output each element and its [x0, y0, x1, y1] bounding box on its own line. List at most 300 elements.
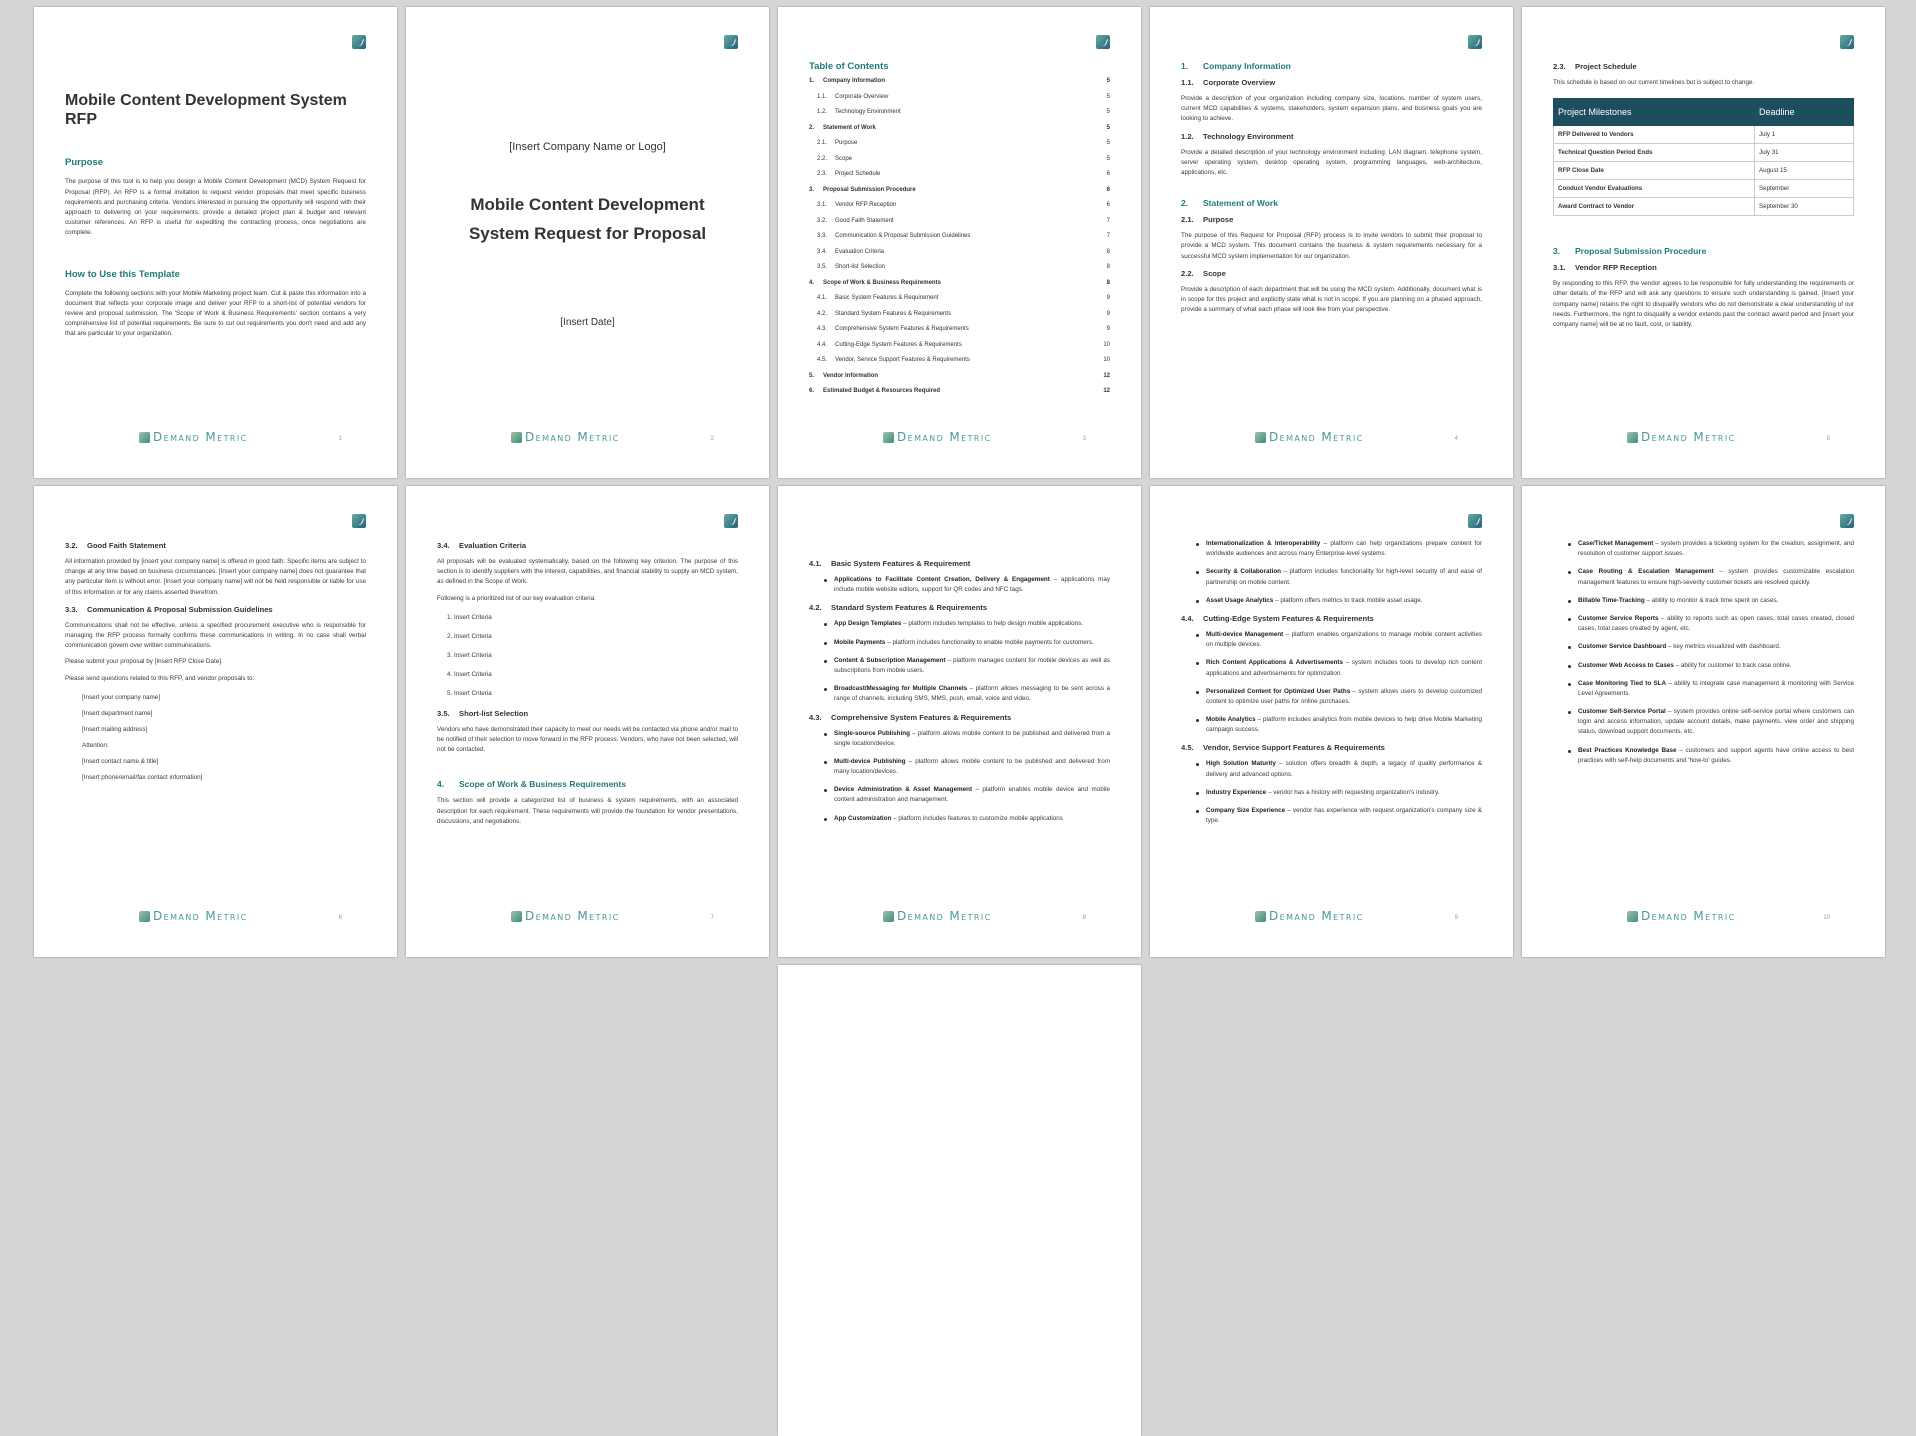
criteria-item: 1. Insert Criteria — [447, 613, 492, 621]
body-text: Please send questions related to this RFP, and vendor proposals to: — [65, 674, 255, 682]
subsection-heading: 2.3. Project Schedule — [1553, 62, 1637, 71]
list-item — [1195, 759, 1482, 779]
toc-entry-number: 6. — [809, 388, 815, 394]
toc-entry-title — [809, 291, 938, 307]
toc-entry-label: Short-list Selection — [835, 264, 886, 270]
cover-title: Mobile Content Development System Request for Proposal — [468, 195, 707, 243]
toc-heading: Table of Contents — [809, 61, 889, 72]
list-item-text: – system provides a ticketing system for the creation, assignment, and resolution of customer support issues. — [1578, 540, 1854, 558]
toc-entry-title — [809, 74, 885, 90]
criteria-item: 5. Insert Criteria — [447, 689, 492, 697]
toc-entry-label: Standard System Features & Requirements — [835, 310, 952, 317]
list-item — [1567, 679, 1854, 699]
logo-text: Demand Metric — [1269, 909, 1364, 923]
list-item — [1567, 661, 1854, 671]
list-item-term: Content & Subscription Management — [834, 656, 946, 664]
toc-entry-number: 2.3. — [817, 171, 828, 177]
logo-text: Demand Metric — [1269, 430, 1364, 444]
toc-entry-number: 2.1. — [817, 140, 828, 146]
toc-entry-page: 10 — [1103, 357, 1110, 363]
list-item-term: Customer Service Dashboard — [1578, 643, 1667, 651]
toc-entry-page: 9 — [1106, 295, 1110, 301]
list-item-text: – ability for customer to track case online. — [1673, 661, 1792, 669]
list-item — [823, 729, 1110, 749]
toc-entry-label: Vendor Information — [823, 372, 879, 379]
page-footer — [1150, 909, 1513, 923]
list-item — [1567, 746, 1854, 766]
subsection-heading: 4.4. Cutting-Edge System Features & Requirements — [1181, 613, 1374, 623]
logo-mark-icon — [1255, 432, 1266, 443]
page-11[interactable] — [778, 965, 1141, 1436]
page-number: 6 — [338, 915, 342, 921]
list-item-text: – vendor has a history with requesting organization's industry. — [1266, 788, 1440, 796]
toc-entry-page: 7 — [1106, 233, 1110, 239]
logo-mark-icon — [1255, 911, 1266, 922]
demand-metric-logo — [883, 909, 992, 923]
address-line: [Insert mailing address] — [82, 725, 148, 733]
toc-entry-number: 2.2. — [817, 155, 828, 162]
page-6[interactable] — [34, 486, 397, 957]
logo-text: Demand Metric — [153, 909, 248, 923]
deadline-cell: September — [1755, 180, 1854, 198]
logo-text: Demand Metric — [1641, 430, 1736, 444]
criteria-item: 4. Insert Criteria — [447, 670, 492, 678]
list-item-term: Broadcast/Messaging for Multiple Channels — [834, 685, 968, 693]
page-number: 2 — [710, 436, 714, 442]
toc-entry-title — [809, 90, 888, 106]
list-item — [1195, 687, 1482, 707]
address-line: [Insert department name] — [82, 709, 153, 717]
toc-entry[interactable] — [809, 229, 1110, 245]
toc-entry-page: 8 — [1106, 264, 1110, 270]
milestone-cell: RFP Delivered to Vendors — [1554, 126, 1755, 144]
address-line: [Insert your company name] — [82, 693, 161, 701]
toc-entry-title — [809, 105, 901, 121]
list-item — [1195, 658, 1482, 678]
corner-logo-icon — [352, 514, 366, 528]
list-item-term: Multi-device Management — [1206, 630, 1284, 638]
list-item-term: Mobile Payments — [834, 638, 886, 646]
list-item — [1195, 596, 1482, 606]
body-text: All proposals will be evaluated systematically, based on the following key criterion. The purpose of this section is to identify suppliers with the interest, capabilities, and financial stability to supply an MCD system, as defined in the Scope of Work. — [437, 558, 738, 586]
list-item-text: – platform allows mobile content to be published and delivered from many location/devices. — [834, 757, 1110, 776]
list-item-text: – platform enables mobile device and mobile content administration and management. — [834, 786, 1111, 804]
toc-entry-number: 1.1. — [817, 93, 828, 100]
list-item-text: – key metrics visualized with dashboard. — [1666, 643, 1781, 651]
toc-entry[interactable] — [809, 322, 1110, 338]
toc-entry-number: 3.5. — [817, 264, 828, 270]
subsection-heading: 3.5. Short-list Selection — [437, 708, 529, 718]
body-text: Provide a description of each department that will be using the MCD system. Additionally, document what is in scope for this project and explicitly state what is not in scope. If you are planning on a phased approach, provide a summary of what each phase will look like from your perspective. — [1181, 285, 1482, 314]
list-item — [1195, 806, 1482, 826]
toc-entry-number: 3. — [809, 186, 815, 193]
list-item — [1567, 707, 1854, 738]
toc-entry-number: 3.3. — [817, 233, 828, 239]
list-item — [823, 638, 1110, 648]
list-item-term: Rich Content Applications & Advertisements — [1206, 659, 1344, 667]
logo-text: Demand Metric — [897, 909, 992, 923]
section-heading: 1. Company Information — [1181, 61, 1291, 71]
toc-entry-label: Evaluation Criteria — [835, 248, 885, 255]
page-5[interactable] — [1522, 7, 1885, 478]
toc-entry[interactable] — [809, 136, 1110, 152]
list-item — [1567, 642, 1854, 652]
logo-mark-icon — [511, 432, 522, 443]
page-footer — [1150, 430, 1513, 444]
list-item-text: – system includes tools to develop rich content applications and advertisements for optimization. — [1206, 659, 1482, 677]
list-item-text: – platform includes features to customize mobile applications — [891, 814, 1063, 822]
toc-entry-title — [809, 183, 916, 199]
bullet-list — [1181, 759, 1482, 826]
toc-entry-label: Scope — [835, 155, 853, 162]
section-heading: 4. Scope of Work & Business Requirements — [437, 779, 627, 790]
page-footer — [778, 430, 1141, 444]
list-item-text: – platform includes analytics from mobile devices to help drive Mobile Marketing campaign success. — [1206, 716, 1482, 734]
toc-entry[interactable] — [809, 214, 1110, 230]
toc-entry-title — [809, 167, 880, 183]
toc-entry-number: 2. — [809, 124, 815, 131]
subsection-heading: 4.3. Comprehensive System Features & Requirements — [809, 712, 1012, 722]
list-item-text: – platform offers metrics to track mobile asset usage. — [1273, 596, 1423, 604]
corner-logo-icon — [352, 35, 366, 49]
toc-entry-label: Purpose — [835, 140, 858, 146]
bullet-list — [809, 575, 1110, 595]
list-item-term: Mobile Analytics — [1206, 716, 1256, 724]
page-number: 7 — [710, 915, 714, 921]
toc-entry-number: 3.2. — [817, 217, 828, 224]
subsection-heading: 3.4. Evaluation Criteria — [437, 541, 527, 550]
page-number: 1 — [338, 436, 342, 442]
toc-entry-label: Proposal Submission Procedure — [823, 186, 916, 193]
demand-metric-logo — [1627, 909, 1736, 923]
list-item-term: Device Administration & Asset Management — [834, 786, 973, 794]
bullet-list — [809, 619, 1110, 704]
table-row — [1554, 144, 1854, 162]
toc-entry-label: Basic System Features & Requirement — [835, 295, 939, 301]
toc-entry-label: Statement of Work — [823, 124, 876, 131]
purpose-text: The purpose of this tool is to help you design a Mobile Content Development (MCD) System Request for Proposal (RFP). An RFP is a formal invitation to request vendor proposals that meet specific business requirements and purchasing criteria. Vendors interested in pursuing the opportunity will respond with their approach to delivering on your requirements, provide a detailed project plan & budget and relevant customer references. An RFP is useful for expediting the contracting process, once negotiations are complete. — [65, 178, 366, 237]
list-item-text: – system provides customizable escalation management features to ensure high-severity customer tickets are resolved quickly. — [1578, 568, 1854, 586]
corner-logo-icon — [724, 514, 738, 528]
logo-text: Demand Metric — [525, 909, 620, 923]
toc-entry-title — [809, 307, 951, 323]
toc-entry-number: 4.2. — [817, 310, 828, 317]
list-item-term: Case Routing & Escalation Management — [1578, 568, 1714, 576]
toc-entry[interactable] — [809, 74, 1110, 90]
company-placeholder: [Insert Company Name or Logo] — [509, 141, 666, 153]
toc-entry-number: 1.2. — [817, 109, 828, 115]
subsection-heading: 3.3. Communication & Proposal Submission Guidelines — [65, 604, 273, 614]
subsection-heading: 1.1. Corporate Overview — [1181, 78, 1276, 87]
list-item-term: Company Size Experience — [1206, 807, 1286, 814]
list-item-term: Personalized Content for Optimized User Paths — [1206, 687, 1351, 695]
page-8[interactable] — [778, 486, 1141, 957]
toc-entry[interactable] — [809, 291, 1110, 307]
toc-entry-page: 5 — [1106, 109, 1110, 115]
toc-entry-label: Scope of Work & Business Requirements — [823, 279, 941, 286]
list-item-text: – ability to reports such as open cases, total cases created, closed cases, total cases created by agent, etc. — [1578, 614, 1854, 633]
list-item-term: Security & Collaboration — [1206, 568, 1282, 576]
toc-entry-label: Good Faith Statement — [835, 217, 894, 224]
page-1[interactable] — [34, 7, 397, 478]
toc-entry[interactable] — [809, 369, 1110, 385]
toc-entry[interactable] — [809, 260, 1110, 276]
list-item-text: – platform can help organizations prepare content for worldwide audiences and across many Enterprise-level systems. — [1206, 540, 1482, 558]
page-number: 8 — [1082, 915, 1086, 921]
body-text: Following is a prioritized list of our key evaluation criteria: — [437, 594, 596, 602]
section-heading: 2. Statement of Work — [1181, 198, 1278, 209]
milestones-table — [1553, 98, 1854, 216]
list-item — [1567, 539, 1854, 559]
subsection-heading: 4.2. Standard System Features & Requirements — [809, 603, 988, 613]
subsection-heading: 2.1. Purpose — [1181, 215, 1234, 225]
toc-entry-number: 3.4. — [817, 248, 828, 255]
list-item — [1195, 630, 1482, 650]
criteria-list — [437, 614, 738, 697]
deadline-column-header: Deadline — [1755, 99, 1854, 126]
table-of-contents — [809, 74, 1110, 400]
toc-entry-page: 5 — [1106, 78, 1110, 84]
toc-entry[interactable] — [809, 353, 1110, 369]
table-row — [1554, 180, 1854, 198]
subsection-heading: 4.5. Vendor, Service Support Features & Requirements — [1181, 743, 1385, 753]
list-item-term: Customer Web Access to Cases — [1578, 661, 1674, 669]
toc-entry[interactable] — [809, 90, 1110, 106]
toc-entry-label: Company Information — [823, 78, 886, 84]
toc-entry-number: 4.4. — [817, 341, 828, 348]
corner-logo-icon — [1468, 35, 1482, 49]
page-number: 3 — [1082, 436, 1086, 442]
logo-mark-icon — [511, 911, 522, 922]
address-line: [Insert phone/email/fax contact information] — [82, 773, 203, 781]
corner-logo-icon — [1840, 514, 1854, 528]
page-footer — [406, 430, 769, 444]
demand-metric-logo — [1627, 430, 1736, 444]
list-item — [823, 575, 1110, 595]
list-item — [823, 684, 1110, 704]
toc-entry-page: 9 — [1106, 326, 1110, 332]
list-item — [823, 619, 1110, 629]
logo-text: Demand Metric — [525, 430, 620, 444]
toc-entry-number: 4. — [809, 279, 815, 286]
page-10[interactable] — [1522, 486, 1885, 957]
list-item-term: High Solution Maturity — [1206, 760, 1276, 768]
toc-entry-page: 5 — [1106, 93, 1110, 100]
list-item-text: – ability to monitor & track time spent on cases. — [1644, 596, 1779, 604]
list-item-term: App Customization — [834, 814, 892, 822]
toc-entry-page: 12 — [1103, 388, 1110, 394]
list-item — [1195, 567, 1482, 587]
toc-entry-page: 5 — [1106, 140, 1110, 146]
list-item-term: Case/Ticket Management — [1578, 540, 1654, 547]
toc-entry-page: 8 — [1106, 279, 1110, 286]
list-item-term: Case Monitoring Tied to SLA — [1578, 679, 1667, 687]
page-2[interactable] — [406, 7, 769, 478]
address-block — [65, 694, 366, 781]
list-item-term: Multi-device Publishing — [834, 757, 906, 765]
list-item-text: – platform includes functionality for high-level security of and ease of partnership on mobile content. — [1206, 568, 1482, 586]
toc-entry-page: 6 — [1106, 202, 1110, 208]
toc-entry-title — [809, 214, 894, 230]
page-footer — [34, 430, 397, 444]
address-line: Attention: — [82, 741, 109, 749]
list-item-text: – vendor has experience with request organization's company size & type. — [1206, 807, 1482, 825]
toc-entry[interactable] — [809, 338, 1110, 354]
list-item-term: App Design Templates — [834, 620, 902, 628]
page-7[interactable] — [406, 486, 769, 957]
list-item-text: – platform enables organizations to manage mobile content activities on multiple devices. — [1206, 630, 1482, 649]
body-text: Provide a description of your organization including company size, locations, number of system users, current MCD capabilities & systems, stakeholders, system expansion plans, and business goals you are looking to achieve. — [1181, 95, 1482, 123]
toc-entry[interactable] — [809, 152, 1110, 168]
toc-entry-page: 10 — [1103, 341, 1110, 348]
list-item — [1195, 788, 1482, 798]
deadline-cell: July 31 — [1755, 144, 1854, 162]
demand-metric-logo — [139, 909, 248, 923]
page-footer — [778, 909, 1141, 923]
howto-text: Complete the following sections with your Mobile Marketing project team. Cut & paste this information into a document that reflects your corporate image and deliver your RFP to a short-list of potential vendors for review and proposal submission. The 'Scope of Work & Business Requirements' section contains a very comprehensive list of potential requirements. Be sure to cut out requirements you don't need and add any that are particular to your organization. — [65, 289, 366, 338]
subsection-heading: 3.2. Good Faith Statement — [65, 541, 166, 550]
toc-entry-number: 4.1. — [817, 295, 828, 301]
page-3[interactable] — [778, 7, 1141, 478]
page-footer — [406, 909, 769, 923]
logo-text: Demand Metric — [897, 430, 992, 444]
date-placeholder: [Insert Date] — [560, 316, 615, 328]
toc-entry-number: 3.1. — [817, 202, 828, 208]
list-item-text: – platform manages content for mobile devices as well as subscriptions from mobile users. — [834, 656, 1110, 674]
milestone-cell: Award Contract to Vendor — [1554, 198, 1755, 216]
milestone-cell: Technical Question Period Ends — [1554, 144, 1755, 162]
logo-text: Demand Metric — [1641, 909, 1736, 923]
toc-entry-title — [809, 198, 896, 214]
toc-entry[interactable] — [809, 167, 1110, 183]
section-heading: 3. Proposal Submission Procedure — [1553, 246, 1707, 257]
toc-entry-number: 1. — [809, 78, 815, 84]
corner-logo-icon — [1468, 514, 1482, 528]
deadline-cell: July 1 — [1755, 126, 1854, 144]
bullet-list — [1181, 630, 1482, 736]
body-text: Provide a detailed description of your technology environment including: LAN diagram, telephone system, server operating system, desktop operating system, programming languages, web-architecture, applications, etc. — [1181, 148, 1482, 176]
toc-entry-label: Vendor RFP Reception — [835, 202, 897, 208]
deadline-cell: August 15 — [1755, 162, 1854, 180]
list-item-term: Asset Usage Analytics — [1206, 596, 1274, 604]
table-row — [1554, 198, 1854, 216]
body-text: Please submit your proposal by [Insert RFP Close Date]. — [65, 658, 223, 666]
howto-heading: How to Use this Template — [65, 268, 180, 280]
demand-metric-logo — [883, 430, 992, 444]
body-text: By responding to this RFP, the vendor agrees to be responsible for fully understanding the requirements or other details of the RFP and will ask any questions to ensure such understanding is gained. [Insert your company name] retains the right to disqualify vendors who do not demonstrate a clear understanding of our needs. Furthermore, the right to disqualify a vendor extends past the contract award period and [insert your company name] will be at no fault, cost, or liability. — [1553, 280, 1854, 328]
toc-entry-title — [809, 369, 878, 385]
toc-entry[interactable] — [809, 183, 1110, 199]
list-item — [823, 814, 1110, 824]
logo-text: Demand Metric — [153, 430, 248, 444]
list-item — [1195, 539, 1482, 559]
criteria-item: 3. Insert Criteria — [447, 651, 492, 659]
list-item-text: – customers and support agents have online access to best practices with self-help documents and 'how-to' guides. — [1578, 746, 1854, 764]
toc-entry-label: Project Schedule — [835, 171, 881, 177]
list-item-text: – platform includes functionality to enable mobile payments for customers. — [885, 638, 1094, 646]
toc-entry-page: 7 — [1106, 217, 1110, 224]
address-line: [Insert contact name & title] — [82, 757, 159, 765]
list-item-text: – system provides online self-service portal where customers can login and access information, update account details, make payments, view order and shipping status, download support documents, etc. — [1578, 708, 1854, 736]
page-number: 9 — [1454, 915, 1458, 921]
toc-entry-label: Corporate Overview — [835, 93, 889, 100]
list-item-text: – platform allows messaging to be sent across a range of channels, including SMS, MMS, push, email, voice and video. — [834, 685, 1110, 703]
toc-entry-title — [809, 152, 852, 168]
toc-entry-number: 4.5. — [817, 357, 828, 363]
page-number: 4 — [1454, 436, 1458, 442]
subsection-heading: 3.1. Vendor RFP Reception — [1553, 263, 1657, 273]
demand-metric-logo — [1255, 909, 1364, 923]
toc-entry-page: 5 — [1106, 124, 1110, 131]
toc-entry-label: Estimated Budget & Resources Required — [823, 388, 941, 394]
page-number: 5 — [1826, 436, 1830, 442]
toc-entry[interactable] — [809, 307, 1110, 323]
toc-entry[interactable] — [809, 198, 1110, 214]
toc-entry-page: 8 — [1106, 248, 1110, 255]
logo-mark-icon — [1627, 432, 1638, 443]
milestone-cell: Conduct Vendor Evaluations — [1554, 180, 1755, 198]
toc-entry[interactable] — [809, 105, 1110, 121]
list-item-term: Customer Self-Service Portal — [1578, 708, 1666, 716]
toc-entry-page: 9 — [1106, 310, 1110, 317]
toc-entry-page: 5 — [1106, 155, 1110, 162]
logo-mark-icon — [139, 432, 150, 443]
body-text: The purpose of this Request for Proposal (RFP) process is to invite vendors to submit their proposal to provide a MCD system. This document contains the business & system requirements necessary for a successful MCD system implementation for our organization. — [1181, 232, 1482, 260]
demand-metric-logo — [511, 430, 620, 444]
list-item — [1567, 567, 1854, 587]
bullet-list — [809, 729, 1110, 824]
subsection-heading: 4.1. Basic System Features & Requirement — [809, 559, 971, 568]
bullet-list — [1181, 539, 1482, 606]
demand-metric-logo — [1255, 430, 1364, 444]
page-9[interactable] — [1150, 486, 1513, 957]
milestone-column-header: Project Milestones — [1554, 99, 1755, 126]
corner-logo-icon — [1840, 35, 1854, 49]
subsection-heading: 1.2. Technology Environment — [1181, 131, 1294, 141]
toc-entry[interactable] — [809, 276, 1110, 292]
list-item-term: Industry Experience — [1206, 788, 1267, 796]
body-text: Communications shall not be effective, unless a specified procurement executive who is responsible for managing the RFP process formally confirms these communications in writing. In no case shall verbal communication govern over written communications. — [65, 621, 366, 650]
demand-metric-logo — [139, 430, 248, 444]
toc-entry[interactable] — [809, 121, 1110, 137]
document-title: Mobile Content Development System RFP — [65, 92, 347, 129]
toc-entry-label: Comprehensive System Features & Requirements — [835, 326, 969, 332]
logo-mark-icon — [139, 911, 150, 922]
body-text: All information provided by [insert your company name] is offered in good faith. Specific items are subject to change at any time based on business circumstances. [Insert your company name] does not guarantee that any particular item is without error. [Insert your company name] will not be held responsible or liable for use of this information or for any claims asserted therefrom. — [65, 558, 366, 596]
page-footer — [1522, 430, 1885, 444]
toc-entry-title — [809, 229, 970, 245]
toc-entry-page: 6 — [1106, 171, 1110, 177]
toc-entry-label: Cutting-Edge System Features & Requirements — [835, 341, 962, 348]
page-footer — [1522, 909, 1885, 923]
list-item-text: – ability to integrate case management & monitoring with Service Level Agreements. — [1578, 679, 1854, 697]
list-item — [823, 757, 1110, 777]
list-item — [1195, 715, 1482, 735]
toc-entry-label: Communication & Proposal Submission Guidelines — [835, 233, 971, 239]
toc-entry-number: 4.3. — [817, 326, 828, 332]
toc-entry[interactable] — [809, 245, 1110, 261]
toc-entry-title — [809, 136, 857, 152]
list-item-term: Single-source Publishing — [834, 729, 910, 737]
table-row — [1554, 162, 1854, 180]
list-item-text: – system allows users to develop customized content to optimize user paths for online purchases. — [1206, 687, 1482, 705]
corner-logo-icon — [1096, 35, 1110, 49]
list-item-text: – applications may include mobile website editors, support for QR codes and NFC tags. — [834, 576, 1111, 594]
purpose-heading: Purpose — [65, 157, 104, 169]
list-item — [823, 785, 1110, 805]
page-4[interactable] — [1150, 7, 1513, 478]
toc-entry[interactable] — [809, 384, 1110, 400]
